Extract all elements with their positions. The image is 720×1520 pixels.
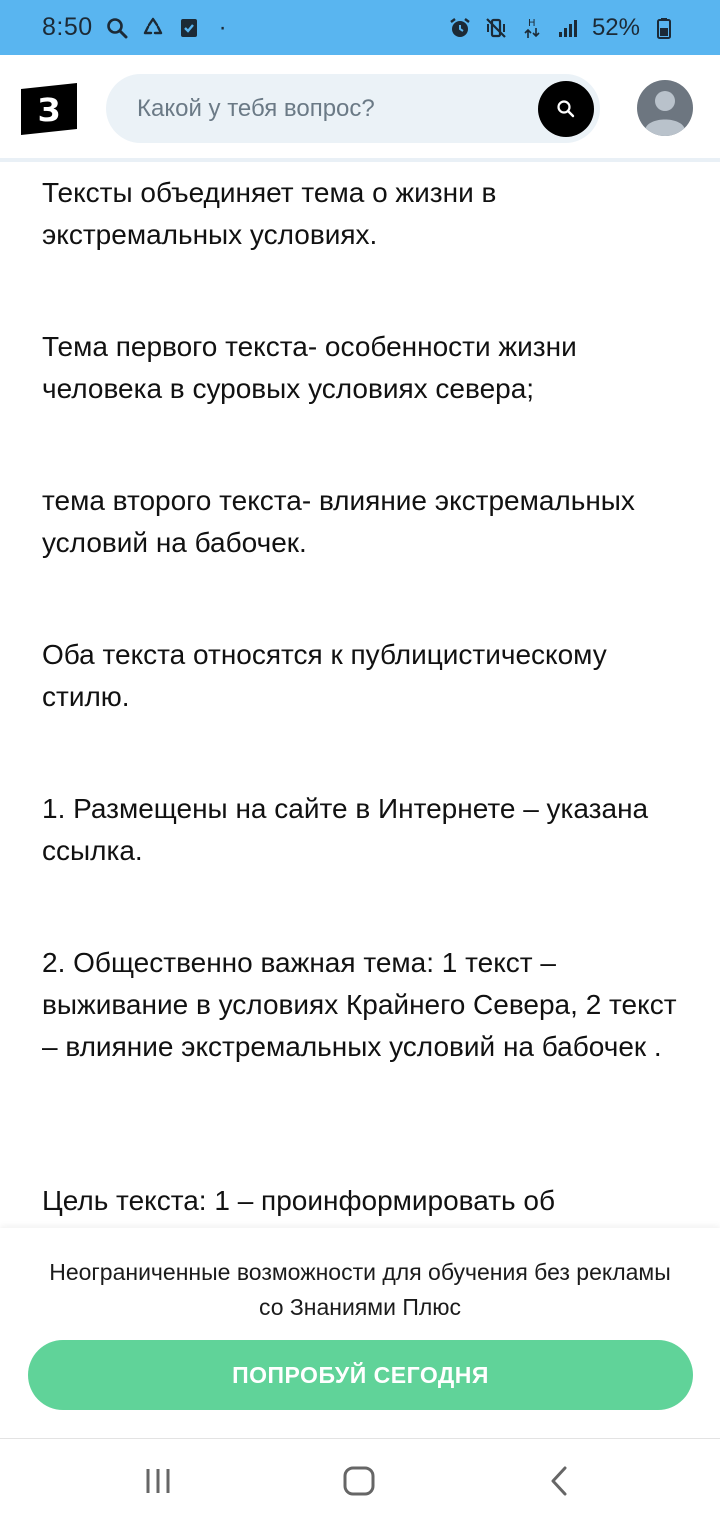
- status-left: [42, 13, 227, 42]
- search-box[interactable]: [106, 74, 600, 143]
- app-header: [0, 55, 720, 162]
- battery-icon: [652, 16, 676, 40]
- user-icon: [637, 80, 693, 136]
- search-input[interactable]: [137, 74, 527, 143]
- alarm-icon: [448, 16, 472, 40]
- signal-icon: [556, 16, 580, 40]
- status-time: 8:50: [42, 13, 93, 41]
- back-button[interactable]: [538, 1459, 582, 1503]
- system-nav-bar: [0, 1438, 720, 1520]
- svg-text:H: H: [527, 17, 536, 29]
- answer-paragraph: Тема первого текста- особенности жизни человека в суровых условиях севера;: [42, 331, 577, 404]
- answer-content: [42, 162, 692, 1228]
- recent-apps-icon: [136, 1459, 180, 1503]
- try-today-button[interactable]: ПОПРОБУЙ СЕГОДНЯ: [28, 1340, 693, 1410]
- answer-paragraph: Цель текста: 1 – проинформировать об: [42, 1185, 555, 1216]
- back-icon: [538, 1459, 582, 1503]
- battery-percent: 52%: [591, 13, 640, 41]
- clipboard-check-icon: [177, 16, 201, 40]
- znanija-logo[interactable]: [21, 83, 77, 135]
- answer-paragraph: Оба текста относятся к публицистическому стилю.: [42, 639, 607, 712]
- logo-letter: З: [37, 91, 61, 129]
- promo-banner: [0, 1228, 720, 1438]
- home-button[interactable]: [337, 1459, 381, 1503]
- recent-apps-button[interactable]: [136, 1459, 180, 1503]
- answer-paragraph: Тексты объединяет тема о жизни в экстремальных условиях.: [42, 177, 497, 250]
- answer-paragraph: тема второго текста- влияние экстремальных условий на бабочек.: [42, 485, 635, 558]
- promo-text: Неограниченные возможности для обучения без рекламы со Знаниями Плюс: [49, 1259, 671, 1320]
- data-arrows-icon: [520, 16, 544, 40]
- answer-paragraph: 1. Размещены на сайте в Интернете – указана ссылка.: [42, 793, 649, 866]
- home-icon: [337, 1459, 381, 1503]
- vibrate-mute-icon: [484, 16, 508, 40]
- search-button[interactable]: [538, 81, 594, 137]
- status-bar: [0, 0, 720, 55]
- status-right: [448, 14, 676, 42]
- search-icon: [105, 16, 129, 40]
- recycle-icon: [141, 16, 165, 40]
- avatar[interactable]: [637, 80, 693, 136]
- answer-paragraph: 2. Общественно важная тема: 1 текст – выживание в условиях Крайнего Севера, 2 текст – влияние экстремальных условий на бабочек .: [42, 947, 677, 1062]
- status-dot: ·: [218, 13, 227, 41]
- search-icon: [554, 97, 578, 121]
